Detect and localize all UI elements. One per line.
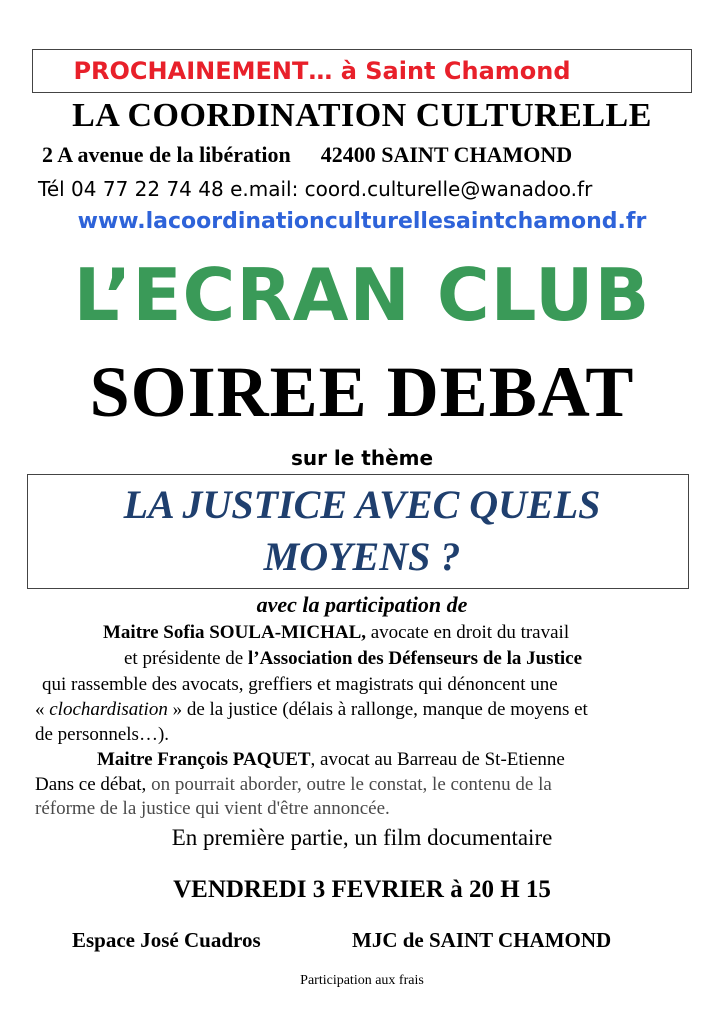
quote-rest: » de la justice (délais à rallonge, manque de moyens et — [167, 699, 588, 720]
speaker1-association: l’Association des Défenseurs de la Justice — [247, 648, 583, 669]
venue-name: Espace José Cuadros — [72, 928, 261, 952]
association-description-line1: qui rassemble des avocats, greffiers et magistrats qui dénoncent une — [42, 674, 558, 695]
debate-description-line2: réforme de la justice qui vient d'être annoncée. — [35, 798, 390, 819]
first-part-text: En première partie, un film documentaire — [171, 825, 553, 850]
speaker1-name: Maitre Sofia SOULA-MICHAL, — [103, 622, 366, 643]
announcement-text: PROCHAINEMENT… à Saint Chamond — [73, 57, 571, 85]
debate-description-line1 — [35, 774, 552, 796]
association-description-line2 — [35, 699, 588, 721]
fees-note: Participation aux frais — [300, 973, 424, 988]
debate-prefix: Dans ce débat, — [35, 774, 152, 795]
event-title: SOIREE DEBAT — [89, 352, 635, 432]
speaker1-line — [103, 622, 569, 644]
association-description-line3: de personnels…). — [35, 724, 170, 745]
quote-open: « — [35, 699, 50, 720]
speaker2-line — [97, 749, 565, 771]
address-street: 2 A avenue de la libération — [42, 142, 291, 167]
address-city: 42400 SAINT CHAMOND — [320, 142, 573, 167]
speaker2-role: , avocat au Barreau de St-Etienne — [310, 749, 565, 770]
speaker2-name: Maitre François PAQUET — [97, 749, 311, 770]
organization-address — [42, 142, 572, 168]
theme-title-line1: LA JUSTICE AVEC QUELS — [123, 482, 601, 527]
theme-intro: sur le thème — [290, 446, 434, 470]
organization-website[interactable]: www.lacoordinationculturellesaintchamond.fr — [77, 209, 647, 234]
speaker1-line2-prefix: et présidente de — [124, 648, 248, 669]
quoted-term: clochardisation — [49, 699, 168, 720]
debate-rest: on pourrait aborder, outre le constat, le contenu de la — [151, 774, 552, 795]
organization-contact: Tél 04 77 22 74 48 e.mail: coord.culturelle@wanadoo.fr — [38, 177, 593, 201]
theme-title-line2: MOYENS ? — [263, 534, 461, 579]
participants-intro: avec la participation de — [256, 592, 468, 617]
event-date: VENDREDI 3 FEVRIER à 20 H 15 — [173, 876, 551, 903]
speaker1-role: avocate en droit du travail — [366, 622, 570, 643]
venue-organization: MJC de SAINT CHAMOND — [352, 928, 612, 952]
club-title: L’ECRAN CLUB — [73, 253, 651, 337]
organization-name: LA COORDINATION CULTURELLE — [72, 97, 652, 134]
speaker1-association-line — [124, 648, 582, 670]
